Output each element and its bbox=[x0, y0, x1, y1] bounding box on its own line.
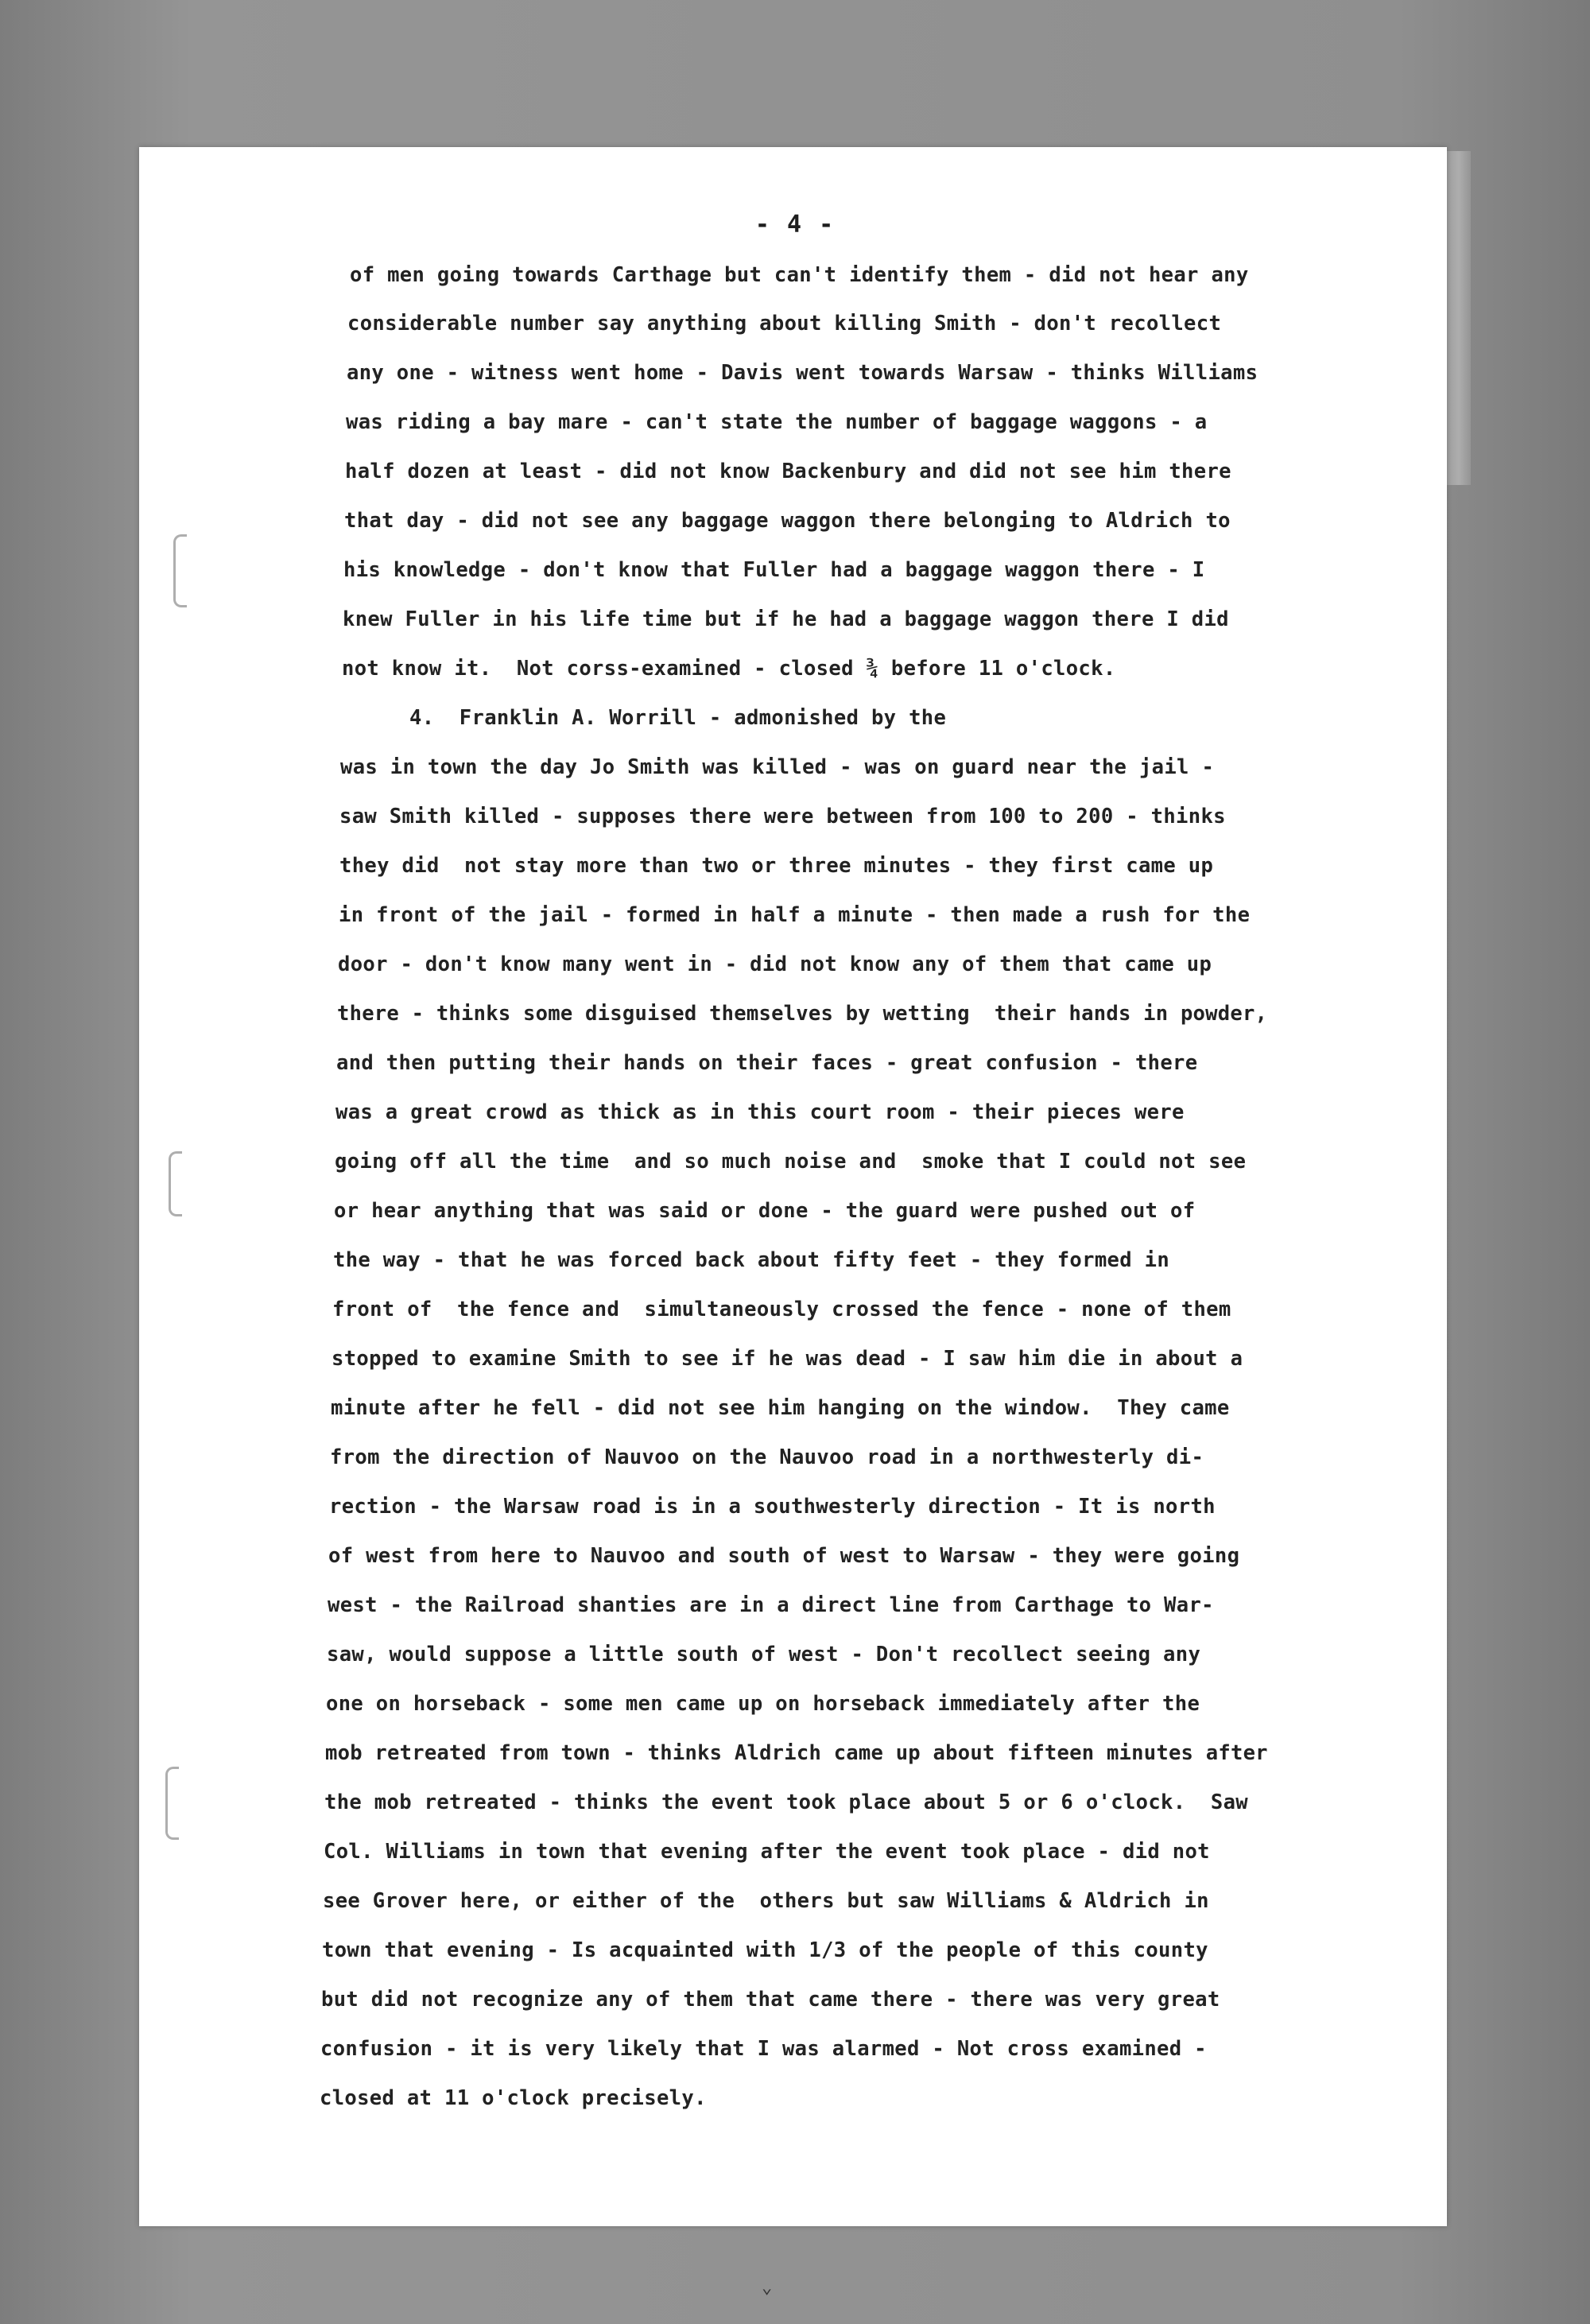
text-line: west - the Railroad shanties are in a direct line from Carthage to War- bbox=[328, 1593, 1214, 1617]
text-line: town that evening - Is acquainted with 1/3 of the people of this county bbox=[322, 1938, 1208, 1962]
text-line: from the direction of Nauvoo on the Nauvoo road in a northwesterly di- bbox=[330, 1445, 1204, 1469]
text-line: one on horseback - some men came up on horseback immediately after the bbox=[326, 1692, 1200, 1716]
text-line: but did not recognize any of them that came there - there was very great bbox=[321, 1988, 1220, 2012]
text-line: in front of the jail - formed in half a minute - then made a rush for the bbox=[339, 903, 1251, 927]
text-line: minute after he fell - did not see him hanging on the window. They came bbox=[331, 1396, 1230, 1420]
text-line: front of the fence and simultaneously crossed the fence - none of them bbox=[332, 1298, 1231, 1321]
text-line: stopped to examine Smith to see if he was dead - I saw him die in about a bbox=[332, 1347, 1243, 1371]
page-number: - 4 - bbox=[754, 211, 836, 239]
text-line: half dozen at least - did not know Backenbury and did not see him there bbox=[345, 460, 1231, 483]
text-line: rection - the Warsaw road is in a southwesterly direction - It is north bbox=[329, 1495, 1216, 1519]
scan-mark: ⌄ bbox=[762, 2278, 773, 2298]
text-line: his knowledge - don't know that Fuller had a baggage waggon there - I bbox=[343, 558, 1205, 582]
text-line: there - thinks some disguised themselves by wetting their hands in powder, bbox=[337, 1002, 1268, 1026]
text-line: any one - witness went home - Davis went towards Warsaw - thinks Williams bbox=[347, 361, 1258, 385]
text-line: mob retreated from town - thinks Aldrich came up about fifteen minutes after bbox=[325, 1741, 1268, 1765]
text-line: that day - did not see any baggage waggon there belonging to Aldrich to bbox=[344, 509, 1231, 533]
text-line: saw Smith killed - supposes there were between from 100 to 200 - thinks bbox=[339, 805, 1226, 828]
text-line: the mob retreated - thinks the event took place about 5 or 6 o'clock. Saw bbox=[324, 1791, 1248, 1814]
text-line: Col. Williams in town that evening after the event took place - did not bbox=[324, 1840, 1210, 1864]
text-line: they did not stay more than two or three minutes - they first came up bbox=[339, 854, 1214, 878]
text-line: see Grover here, or either of the others but saw Williams & Aldrich in bbox=[323, 1889, 1209, 1913]
text-line: not know it. Not corss-examined - closed ¾ before 11 o'clock. bbox=[342, 657, 1116, 681]
text-line: was a great crowd as thick as in this court room - their pieces were bbox=[335, 1100, 1185, 1124]
text-line: confusion - it is very likely that I was alarmed - Not cross examined - bbox=[320, 2037, 1207, 2061]
text-line: the way - that he was forced back about fifty feet - they formed in bbox=[333, 1248, 1170, 1272]
text-line: of west from here to Nauvoo and south of west to Warsaw - they were going bbox=[328, 1544, 1240, 1568]
text-line: considerable number say anything about killing Smith - don't recollect bbox=[347, 312, 1222, 336]
text-line: 4. Franklin A. Worrill - admonished by the bbox=[409, 706, 947, 730]
text-line: knew Fuller in his life time but if he had a baggage waggon there I did bbox=[343, 607, 1229, 631]
text-line: was in town the day Jo Smith was killed - was on guard near the jail - bbox=[340, 755, 1215, 779]
text-line: closed at 11 o'clock precisely. bbox=[320, 2086, 707, 2110]
text-line: going off all the time and so much noise and smoke that I could not see bbox=[335, 1150, 1247, 1174]
text-line: of men going towards Carthage but can't identify them - did not hear any bbox=[350, 263, 1249, 287]
text-line: was riding a bay mare - can't state the number of baggage waggons - a bbox=[346, 410, 1208, 434]
text-line: or hear anything that was said or done - the guard were pushed out of bbox=[334, 1199, 1196, 1223]
text-line: and then putting their hands on their faces - great confusion - there bbox=[336, 1051, 1198, 1075]
text-line: door - don't know many went in - did not know any of them that came up bbox=[338, 952, 1212, 976]
text-line: saw, would suppose a little south of west - Don't recollect seeing any bbox=[327, 1643, 1201, 1666]
